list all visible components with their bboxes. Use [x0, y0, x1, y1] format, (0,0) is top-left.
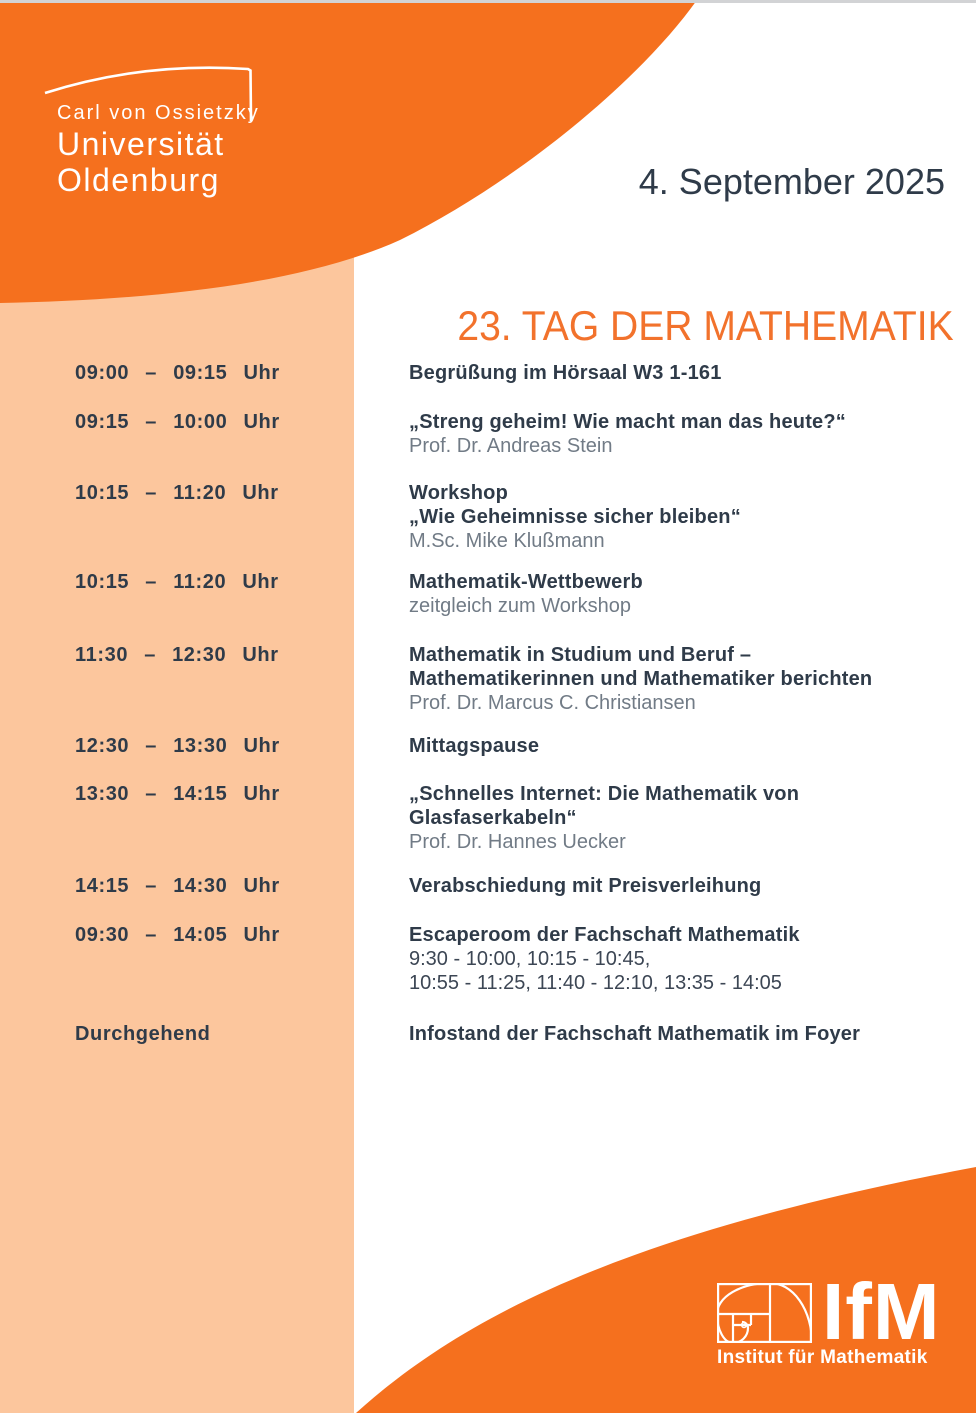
schedule-time: 13:30 – 14:15 Uhr [75, 783, 280, 805]
schedule-time: 14:15 – 14:30 Uhr [75, 875, 280, 897]
schedule-title: Workshop [409, 482, 509, 504]
schedule-detail-line2: 10:55 - 11:25, 11:40 - 12:10, 13:35 - 14:05 [409, 972, 782, 994]
schedule-speaker: Prof. Dr. Hannes Uecker [409, 831, 626, 853]
university-logo-line2: Universität [57, 126, 225, 162]
schedule-title: Mathematik-Wettbewerb [409, 571, 643, 593]
schedule-title: „Streng geheim! Wie macht man das heute?“ [409, 411, 846, 433]
schedule-title: Mathematik in Studium und Beruf – [409, 644, 752, 666]
golden-spiral-icon [717, 1283, 812, 1343]
schedule-title-line2: „Wie Geheimnisse sicher bleiben“ [409, 506, 741, 528]
schedule-time: 09:00 – 09:15 Uhr [75, 362, 280, 384]
schedule-time: 11:30 – 12:30 Uhr [75, 644, 279, 666]
schedule-title: Infostand der Fachschaft Mathematik im Foyer [409, 1023, 861, 1045]
schedule-title: Verabschiedung mit Preisverleihung [409, 875, 762, 897]
ifm-institute-name: Institut für Mathematik [717, 1347, 928, 1368]
schedule-title: „Schnelles Internet: Die Mathematik von [409, 783, 800, 805]
schedule-detail-line1: 9:30 - 10:00, 10:15 - 10:45, [409, 948, 651, 970]
schedule-time: Durchgehend [75, 1023, 211, 1045]
page-title: 23. TAG DER MATHEMATIK [457, 302, 954, 349]
schedule-time: 10:15 – 11:20 Uhr [75, 482, 279, 504]
schedule-title: Escaperoom der Fachschaft Mathematik [409, 924, 800, 946]
schedule-time: 10:15 – 11:20 Uhr [75, 571, 279, 593]
schedule-time: 12:30 – 13:30 Uhr [75, 735, 280, 757]
schedule-time: 09:15 – 10:00 Uhr [75, 411, 280, 433]
ifm-acronym: IfM [822, 1267, 941, 1356]
window-top-border [0, 0, 976, 3]
university-logo-line1: Carl von Ossietzky [57, 102, 260, 124]
schedule-speaker: Prof. Dr. Marcus C. Christiansen [409, 692, 696, 714]
schedule-time: 09:30 – 14:05 Uhr [75, 924, 280, 946]
schedule-speaker: M.Sc. Mike Klußmann [409, 530, 605, 552]
schedule-title-line2: Glasfaserkabeln“ [409, 807, 577, 829]
university-logo-line3: Oldenburg [57, 162, 220, 198]
schedule-title: Mittagspause [409, 735, 540, 757]
schedule-speaker: zeitgleich zum Workshop [409, 595, 631, 617]
schedule-title: Begrüßung im Hörsaal W3 1-161 [409, 362, 722, 384]
schedule-speaker: Prof. Dr. Andreas Stein [409, 435, 613, 457]
event-date: 4. September 2025 [638, 161, 945, 202]
schedule-title-line2: Mathematikerinnen und Mathematiker berichten [409, 668, 873, 690]
